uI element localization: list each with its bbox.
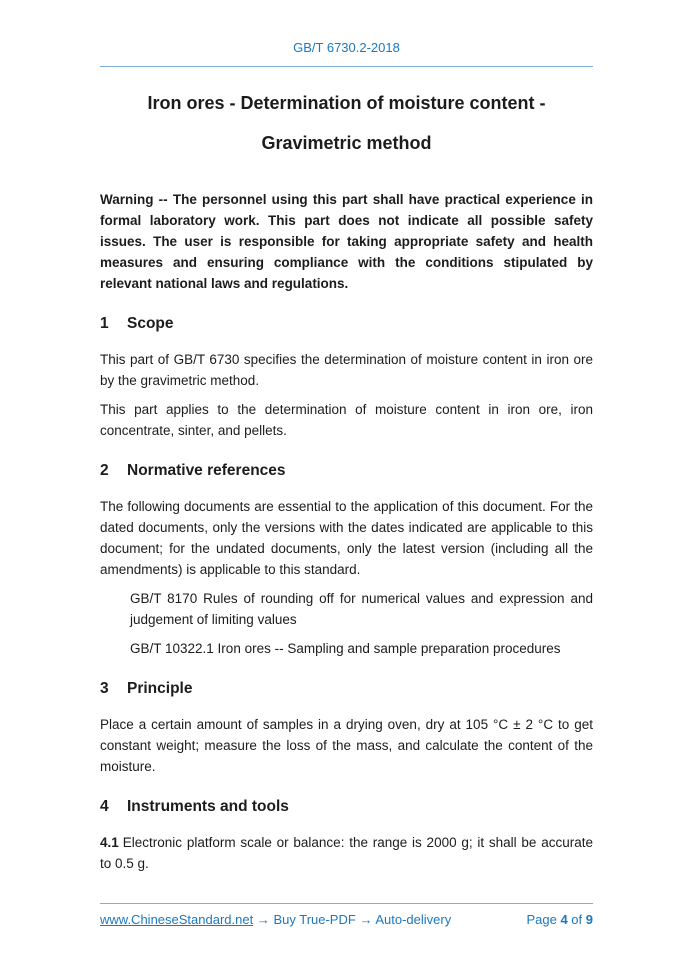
section-1-heading: [100, 314, 593, 333]
page-total: 9: [585, 912, 593, 927]
reference-item: GB/T 8170 Rules of rounding off for numerical values and expression and judgement of limiting values: [130, 591, 593, 627]
footer-rule: [100, 903, 593, 904]
section-number: 4: [100, 798, 109, 815]
section-scope: [100, 314, 593, 441]
section-2-heading: [100, 461, 593, 480]
document-title-line1: Iron ores - Determination of moisture content -: [147, 93, 546, 113]
section-normative-references: [100, 461, 593, 659]
page-footer: [100, 903, 593, 928]
footer-delivery-text: Auto-delivery: [375, 912, 452, 927]
paragraph: The following documents are essential to the application of this document. For the dated documents, only the versions with the dates indicated are applicable to this document; for the undated documents, only the latest version (including all the amendments) is applicable to this standard.: [100, 499, 593, 577]
page-label: Page: [526, 912, 557, 927]
page-indicator: [526, 912, 593, 928]
paragraph: This part applies to the determination of moisture content in iron ore, iron concentrate, sinter, and pellets.: [100, 402, 593, 438]
section-title: Principle: [127, 680, 193, 697]
section-title: Instruments and tools: [127, 798, 289, 815]
right-arrow-icon: →: [359, 912, 373, 927]
right-arrow-icon: →: [256, 912, 270, 927]
reference-item: GB/T 10322.1 Iron ores -- Sampling and sample preparation procedures: [130, 641, 561, 656]
footer-left: [100, 912, 451, 928]
page-current: 4: [560, 912, 568, 927]
standard-code: GB/T 6730.2-2018: [293, 40, 400, 55]
clause-4-1: [100, 832, 593, 874]
section-number: 1: [100, 315, 109, 332]
header-rule: [100, 66, 593, 67]
section-number: 2: [100, 462, 109, 479]
paragraph: Place a certain amount of samples in a drying oven, dry at 105 °C ± 2 °C to get constant weight; measure the loss of the mass, and calculate the content of the moisture.: [100, 717, 593, 774]
section-number: 3: [100, 680, 109, 697]
section-title: Scope: [127, 315, 174, 332]
clause-number: 4.1: [100, 835, 119, 850]
section-3-heading: [100, 679, 593, 698]
paragraph: This part of GB/T 6730 specifies the determination of moisture content in iron ore by the gravimetric method.: [100, 352, 593, 388]
section-title: Normative references: [127, 462, 286, 479]
footer-website-link[interactable]: www.ChineseStandard.net: [100, 912, 254, 927]
document-title-line2: Gravimetric method: [261, 133, 432, 153]
clause-text: Electronic platform scale or balance: the range is 2000 g; it shall be accurate to 0.5 g.: [100, 835, 593, 871]
warning-paragraph: Warning -- The personnel using this part shall have practical experience in formal laboratory work. This part does not indicate all possible safety issues. The user is responsible for taking appropriate safety and health measures and ensuring compliance with the conditions stipulated by relevant national laws and regulations.: [100, 192, 593, 291]
section-4-heading: [100, 797, 593, 816]
section-instruments: [100, 797, 593, 874]
document-title: [100, 83, 593, 163]
footer-buy-text: Buy True-PDF: [273, 912, 356, 927]
of-label: of: [571, 912, 583, 927]
section-principle: [100, 679, 593, 777]
